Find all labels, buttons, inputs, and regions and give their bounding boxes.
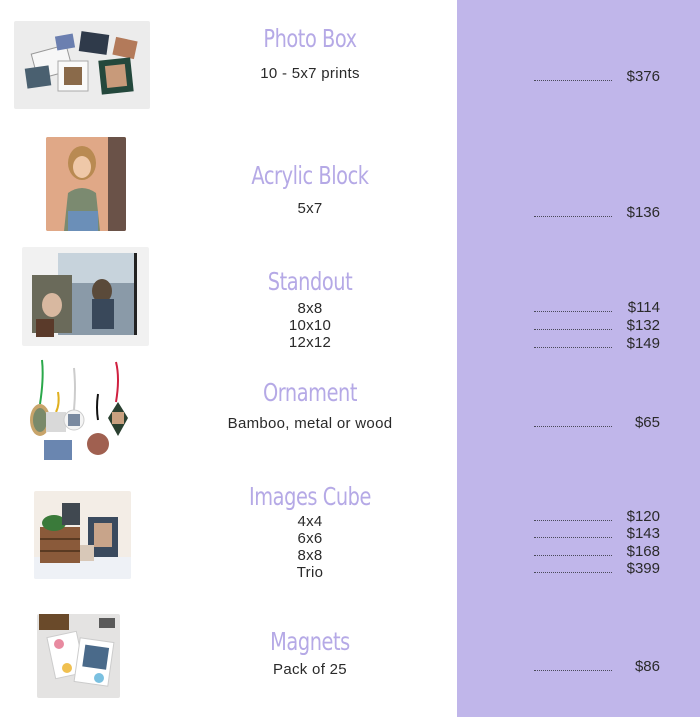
dot-leader (534, 510, 612, 521)
product-detail: 12x12 (288, 334, 332, 351)
dot-leader (534, 527, 612, 538)
product-title-acrylic-block: Acrylic Block (251, 161, 369, 190)
price-value: $149 (626, 335, 660, 352)
price-value: $376 (626, 68, 660, 85)
dot-leader (534, 70, 612, 81)
price-row (520, 317, 660, 335)
dot-leader (534, 206, 612, 217)
price-row (520, 525, 660, 543)
product-title-magnets: Magnets (270, 627, 350, 656)
product-detail: 4x4 (297, 513, 323, 530)
product-detail: Trio (296, 564, 324, 581)
price-value: $136 (626, 204, 660, 221)
price-panel (457, 0, 700, 717)
dot-leader (534, 562, 612, 573)
price-row (520, 204, 660, 222)
price-value: $65 (634, 414, 660, 431)
product-title-ornament: Ornament (262, 378, 358, 407)
price-value: $120 (626, 508, 660, 525)
dot-leader (534, 545, 612, 556)
price-row (520, 414, 660, 432)
product-detail: Bamboo, metal or wood (227, 415, 393, 432)
product-detail: 8x8 (297, 547, 323, 564)
price-value: $114 (627, 299, 660, 316)
images-cube-image (34, 491, 131, 579)
price-row (520, 508, 660, 526)
dot-leader (534, 660, 612, 671)
product-detail: Pack of 25 (273, 661, 347, 678)
price-value: $86 (634, 658, 660, 675)
price-row (520, 299, 660, 317)
standout-image (22, 247, 149, 346)
price-row (520, 658, 660, 676)
product-detail: 5x7 (297, 200, 323, 217)
dot-leader (534, 301, 612, 312)
price-value: $399 (626, 560, 660, 577)
price-value: $168 (626, 543, 660, 560)
price-row (520, 335, 660, 353)
price-value: $132 (626, 317, 660, 334)
dot-leader (534, 337, 612, 348)
product-detail: 8x8 (297, 300, 323, 317)
product-title-photo-box: Photo Box (263, 24, 357, 53)
product-detail: 6x6 (297, 530, 323, 547)
product-title-images-cube: Images Cube (248, 482, 372, 511)
dot-leader (534, 319, 612, 330)
dot-leader (534, 416, 612, 427)
photo-box-image (14, 21, 150, 109)
price-row (520, 560, 660, 578)
price-row (520, 543, 660, 561)
price-value: $143 (626, 525, 660, 542)
product-detail: 10 - 5x7 prints (260, 65, 360, 82)
price-row (520, 68, 660, 86)
product-detail: 10x10 (288, 317, 332, 334)
ornament-image (26, 358, 136, 464)
magnets-image (37, 614, 120, 698)
acrylic-block-image (46, 137, 126, 231)
product-title-standout: Standout (267, 267, 353, 296)
